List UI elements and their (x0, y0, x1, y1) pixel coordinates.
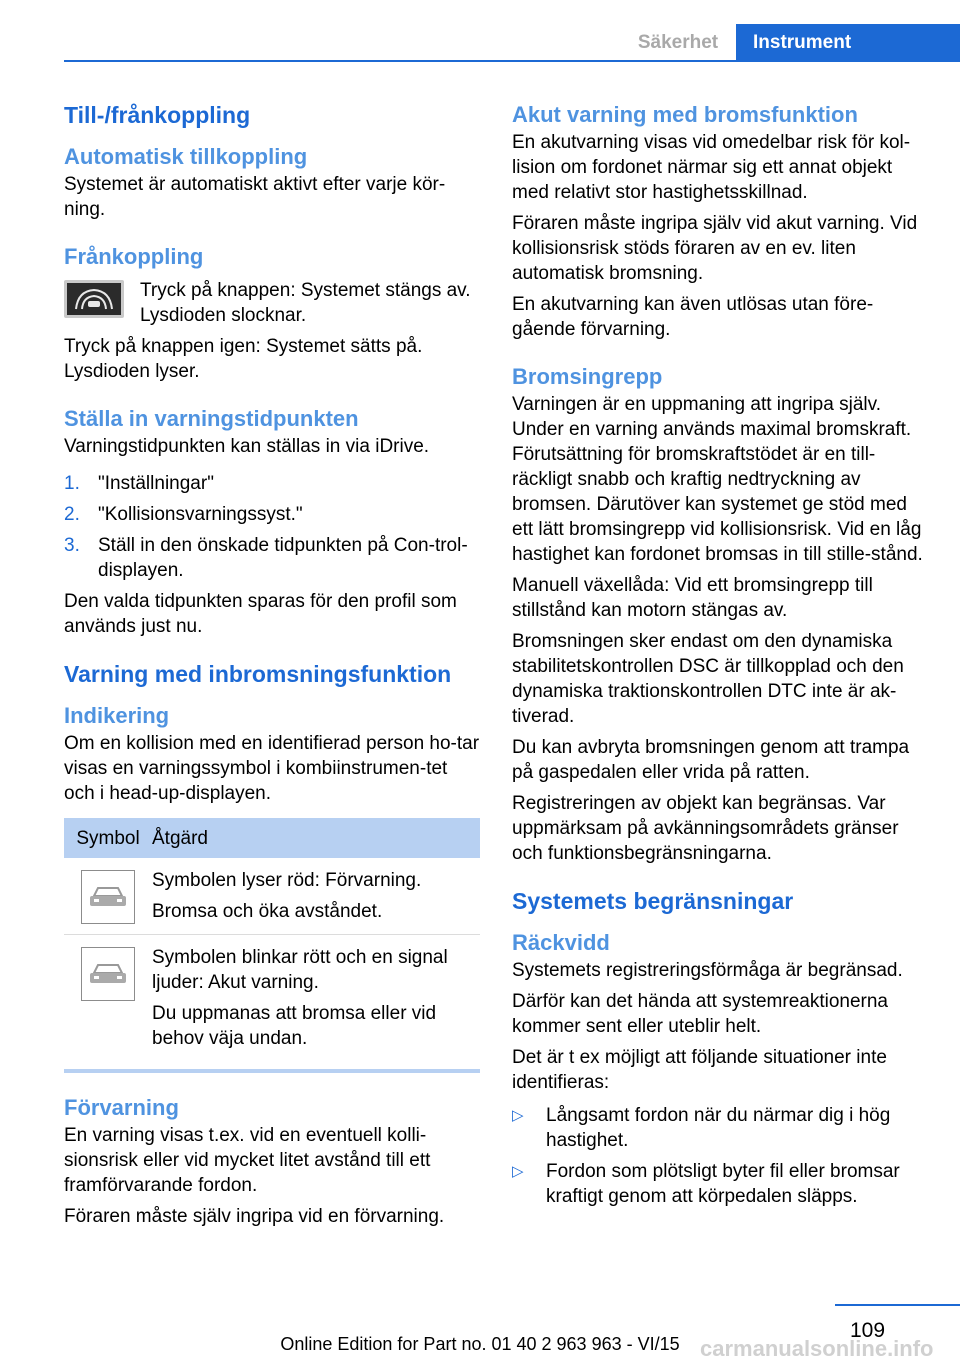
collision-warning-button-icon (64, 280, 124, 318)
list-item (64, 471, 480, 496)
text-automatisk: Systemet är automatiskt aktivt efter varje kör-ning. (64, 174, 446, 220)
text-broms-1: Varningen är en uppmaning att ingripa själv. Under en varning används maximal bromskraft. Förutsättning för bromskraftstödet är en till-räckligt snabb och kraftig nedtryckning av bromsen. Därutöver kan systemet ge stöd med ett lätt bromsingrepp vid kollisionsrisk. Vid en låg hastighet kan fordonet bromsas in till stille-stånd. (512, 394, 923, 565)
heading-automatisk-tillkoppling: Automatisk tillkoppling (64, 144, 308, 169)
row-text-1: Symbolen lyser röd: Förvarning. (152, 870, 422, 891)
step-number: 1. (64, 473, 80, 494)
heading-indikering: Indikering (64, 703, 170, 728)
heading-frankoppling: Frånkoppling (64, 244, 204, 269)
list-item (512, 1103, 930, 1153)
text-broms-5: Registreringen av objekt kan begränsas. Var uppmärksam på avkänningsområdets gränser och funktionsbegränsningarna. (512, 793, 899, 864)
page-number: 109 (850, 1319, 886, 1342)
row-text-2: Du uppmanas att bromsa eller vid behov väja undan. (152, 1003, 437, 1049)
page-number-rule (835, 1304, 960, 1306)
text-forvarning-2: Föraren måste själv ingripa vid en förvarning. (64, 1206, 445, 1227)
row-text-1: Symbolen blinkar rött och en signal ljuder: Akut varning. (152, 947, 448, 993)
text-stalla-in: Varningstidpunkten kan ställas in via iDrive. (64, 436, 430, 457)
left-column (64, 100, 480, 1229)
text-broms-4: Du kan avbryta bromsningen genom att trampa på gaspedalen eller vrida på ratten. (512, 737, 910, 783)
header-tab-sakerhet[interactable]: Säkerhet (637, 32, 719, 53)
car-warning-icon (81, 947, 135, 1001)
text-rack-1: Systemets registreringsförmåga är begränsad. (512, 960, 903, 981)
footer-edition: Online Edition for Part no. 01 40 2 963 963 - VI/15 (280, 1334, 680, 1354)
bullet-text: Fordon som plötsligt byter fil eller bromsar kraftigt genom att körpedalen släpps. (546, 1161, 900, 1207)
heading-rackvidd: Räckvidd (512, 930, 610, 955)
list-item (64, 502, 480, 527)
heading-varning-inbromsning: Varning med inbromsningsfunktion (64, 661, 452, 687)
heading-begransningar: Systemets begränsningar (512, 888, 794, 914)
text-akut-3: En akutvarning kan även utlösas utan före-gående förvarning. (512, 294, 874, 340)
heading-akut-varning: Akut varning med bromsfunktion (512, 102, 858, 127)
text-frankoppling-igen: Tryck på knappen igen: Systemet sätts på. Lysdioden lyser. (64, 336, 423, 382)
step-number: 3. (64, 535, 80, 556)
text-broms-2: Manuell växellåda: Vid ett bromsingrepp till stillstånd kan motorn stängas av. (512, 575, 873, 621)
header-rule (64, 60, 960, 62)
button-instruction (64, 278, 480, 328)
text-forvarning-1: En varning visas t.ex. vid en eventuell kolli-sionsrisk eller vid mycket litet avstånd till ett framförvarande fordon. (64, 1125, 431, 1196)
triangle-bullet-icon: ▷ (512, 1107, 524, 1124)
steps-list (64, 471, 480, 583)
table-header (64, 818, 480, 858)
heading-stalla-in: Ställa in varningstidpunkten (64, 406, 359, 431)
car-warning-icon (81, 870, 135, 924)
row-text-2: Bromsa och öka avståndet. (152, 901, 383, 922)
text-frankoppling-button: Tryck på knappen: Systemet stängs av. Lysdioden slocknar. (140, 280, 471, 326)
heading-till-frankoppling: Till-/frånkoppling (64, 102, 251, 128)
symbol-table (64, 818, 480, 1073)
table-row (64, 858, 480, 935)
bullet-text: Långsamt fordon när du närmar dig i hög hastighet. (546, 1105, 891, 1151)
text-rack-2: Därför kan det hända att systemreaktionerna kommer sent eller uteblir helt. (512, 991, 888, 1037)
list-item (64, 533, 480, 583)
table-col-atgard: Åtgärd (152, 827, 208, 849)
text-akut-1: En akutvarning visas vid omedelbar risk för kol-lision om fordonet närmar sig ett annat objekt med relativt stor hastighetsskillnad. (512, 132, 911, 203)
text-broms-3: Bromsningen sker endast om den dynamiska stabilitetskontrollen DSC är tillkopplad och den dynamiska traktionskontrollen DTC inte är ak-tiverad. (512, 631, 904, 727)
table-col-symbol: Symbol (76, 827, 140, 849)
text-akut-2: Föraren måste ingripa själv vid akut varning. Vid kollisionsrisk stöds föraren av en ev. liten automatisk bromsning. (512, 213, 918, 284)
watermark: carmanualsonline.info (700, 1336, 934, 1361)
table-row (64, 935, 480, 1061)
heading-forvarning: Förvarning (64, 1095, 179, 1120)
list-item (512, 1159, 930, 1209)
text-sparas: Den valda tidpunkten sparas för den profil som används just nu. (64, 591, 457, 637)
triangle-bullet-icon: ▷ (512, 1163, 524, 1180)
text-rack-3: Det är t ex möjligt att följande situationer inte identifieras: (512, 1047, 887, 1093)
text-indikering: Om en kollision med en identifierad person ho-tar visas en varningssymbol i kombiinstrumen-tet och i head-up-displayen. (64, 733, 480, 804)
right-column (512, 100, 930, 1215)
step-number: 2. (64, 504, 80, 525)
step-text: "Inställningar" (98, 473, 214, 494)
situations-list (512, 1103, 930, 1209)
step-text: "Kollisionsvarningssyst." (98, 504, 303, 525)
header-tab-instrument[interactable]: Instrument (736, 24, 960, 62)
heading-bromsingrepp: Bromsingrepp (512, 364, 663, 389)
step-text: Ställ in den önskade tidpunkten på Con-trol-displayen. (98, 535, 468, 581)
